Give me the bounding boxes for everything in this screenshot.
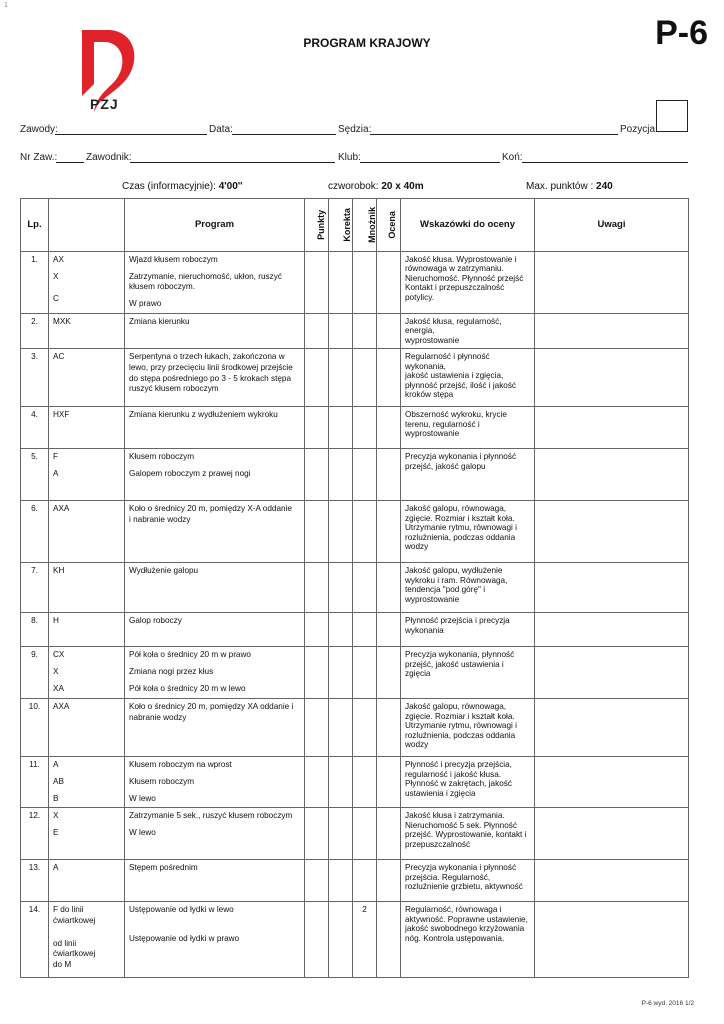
zawodnik-label: Zawodnik: [86, 152, 132, 163]
wskazowki-cell [401, 647, 535, 699]
cell-line: AB [53, 776, 64, 786]
cell-line: Pół koła o średnicy 20 m w prawo [129, 650, 251, 660]
movement-letters [49, 349, 125, 407]
punkty-cell[interactable] [305, 647, 329, 699]
wskazowki-cell [401, 699, 535, 757]
cell-line: Stępem pośrednim [129, 863, 198, 873]
korekta-cell[interactable] [329, 501, 353, 563]
table-row [21, 647, 689, 699]
program-description [125, 501, 305, 563]
cell-line: Ustępowanie od łydki w prawo [129, 933, 240, 943]
header-uwagi: Uwagi [535, 199, 689, 252]
program-description [125, 808, 305, 860]
kon-field[interactable] [522, 162, 688, 163]
cell-line: od linii ćwiartkowej [53, 938, 96, 959]
pozycja-label: Pozycja: [620, 124, 658, 135]
punkty-cell[interactable] [305, 757, 329, 808]
cell-line: Płynność i precyzja przejścia, [405, 760, 512, 770]
ocena-cell[interactable] [377, 314, 401, 349]
wskazowki-cell [401, 757, 535, 808]
program-description [125, 613, 305, 647]
header-wskazowki: Wskazówki do oceny [401, 199, 535, 252]
cell-line: Utrzymanie rytmu, równowagi i [405, 523, 517, 533]
mnoznik-cell [353, 349, 377, 407]
punkty-cell[interactable] [305, 808, 329, 860]
max-points-value: 240 [596, 181, 613, 192]
cell-line: X [53, 666, 59, 676]
cell-line: kłusem roboczym. [129, 282, 195, 292]
table-row [21, 563, 689, 613]
korekta-cell[interactable] [329, 860, 353, 902]
cell-line: rozluźnienie grzbietu, aktywność [405, 882, 523, 892]
cell-line: do stępa pośredniego po 3 - 5 krokach stępa [129, 373, 292, 383]
table-row [21, 860, 689, 902]
cell-line: Galop roboczy [129, 616, 182, 626]
uwagi-cell[interactable] [535, 647, 689, 699]
table-header-row [21, 199, 689, 252]
uwagi-cell[interactable] [535, 699, 689, 757]
cell-line: aktywność. Poprawne ustawienie, [405, 914, 528, 924]
korekta-cell[interactable] [329, 349, 353, 407]
cell-line: Regularność, równowaga i [405, 905, 502, 915]
movement-letters [49, 407, 125, 449]
movement-letters [49, 647, 125, 699]
korekta-cell[interactable] [329, 647, 353, 699]
punkty-cell[interactable] [305, 252, 329, 314]
cell-line: tendencja "pod górę" i [405, 585, 486, 595]
uwagi-cell[interactable] [535, 349, 689, 407]
cell-line: Jakość kłusa i zatrzymania. [405, 811, 505, 821]
program-description [125, 647, 305, 699]
wskazowki-cell [401, 860, 535, 902]
cell-line: Jakość galopu, równowaga, [405, 504, 507, 514]
cell-line: CX [53, 650, 65, 660]
row-number: 6. [21, 501, 49, 563]
cell-line: HXF [53, 410, 70, 420]
cell-line: Wydłużenie galopu [129, 566, 199, 576]
header-ocena: Ocena [377, 199, 401, 252]
cell-line: AX [53, 255, 64, 264]
wskazowki-cell [401, 613, 535, 647]
mnoznik-cell [353, 563, 377, 613]
korekta-cell[interactable] [329, 757, 353, 808]
cell-line: Zatrzymanie 5 sek., ruszyć kłusem roboczym [129, 811, 293, 821]
uwagi-cell[interactable] [535, 808, 689, 860]
korekta-cell[interactable] [329, 808, 353, 860]
cell-line: W lewo [129, 827, 156, 837]
ocena-cell[interactable] [377, 501, 401, 563]
wskazowki-cell [401, 349, 535, 407]
row-number: 1. [21, 252, 49, 314]
cell-line: Nieruchomość 5 sek. Płynność [405, 820, 517, 830]
mnoznik-cell [353, 501, 377, 563]
time-label: Czas (informacyjnie): [122, 181, 219, 192]
cell-line: Jakość galopu, równowaga, [405, 702, 507, 712]
cell-line: Nieruchomość. Płynność przejść [405, 273, 524, 283]
cell-line: A [53, 863, 59, 873]
data-field[interactable] [232, 134, 336, 135]
cell-line: wykroku i ram. Równowaga, [405, 575, 508, 585]
program-description [125, 757, 305, 808]
cell-line: C [53, 294, 59, 304]
position-box[interactable] [656, 100, 688, 132]
max-points-info [526, 181, 613, 192]
cell-line: F do linii [53, 905, 84, 915]
cell-line: AXA [53, 504, 70, 514]
mnoznik-cell [353, 647, 377, 699]
punkty-cell[interactable] [305, 613, 329, 647]
korekta-cell[interactable] [329, 563, 353, 613]
korekta-cell[interactable] [329, 407, 353, 449]
cell-line: ćwiartkowej [53, 915, 96, 925]
footer-edition: P-6 wyd. 2016 1/2 [641, 1000, 694, 1007]
uwagi-cell[interactable] [535, 252, 689, 314]
mnoznik-cell [353, 808, 377, 860]
row-number: 12. [21, 808, 49, 860]
cell-line: B [53, 793, 59, 803]
wskazowki-cell [401, 902, 535, 978]
kon-label: Koń: [502, 152, 523, 163]
cell-line: Płynność w zakrętach, jakość [405, 779, 512, 789]
arena-label: czworobok: [328, 181, 382, 192]
cell-line: ruszyć kłusem roboczym [129, 384, 219, 394]
ocena-cell[interactable] [377, 647, 401, 699]
cell-line: W lewo [129, 793, 156, 803]
cell-line: Koło o średnicy 20 m, pomiędzy X-A oddanie [129, 504, 292, 514]
cell-line: wodzy [405, 739, 429, 749]
uwagi-cell[interactable] [535, 613, 689, 647]
cell-line: Precyzja wykonania i płynność [405, 452, 517, 462]
uwagi-cell[interactable] [535, 902, 689, 978]
program-code: P-6 [655, 14, 708, 52]
ocena-cell[interactable] [377, 563, 401, 613]
cell-line: F [53, 452, 59, 462]
cell-line: Jakość kłusa, regularność, energia, [405, 317, 502, 336]
table-row [21, 808, 689, 860]
table-row [21, 501, 689, 563]
punkty-cell[interactable] [305, 860, 329, 902]
cell-line: X [53, 271, 59, 281]
movement-letters [49, 699, 125, 757]
punkty-cell[interactable] [305, 349, 329, 407]
table-row [21, 902, 689, 978]
cell-line: zgięcie. Rozmiar i kształt koła. [405, 711, 515, 721]
row-number: 9. [21, 647, 49, 699]
mnoznik-cell [353, 860, 377, 902]
mnoznik-cell: 2 [353, 902, 377, 978]
cell-line: Zmiana kierunku [129, 317, 190, 326]
movement-letters [49, 902, 125, 978]
program-description [125, 563, 305, 613]
cell-line: Kłusem roboczym [129, 776, 195, 786]
row-number: 11. [21, 757, 49, 808]
row-number: 14. [21, 902, 49, 978]
cell-line: Obszerność wykroku, krycie [405, 410, 507, 420]
movement-letters [49, 252, 125, 314]
program-description [125, 252, 305, 314]
cell-line: i nabranie wodzy [129, 514, 191, 524]
cell-line: terenu, regularność i [405, 419, 480, 429]
korekta-cell[interactable] [329, 902, 353, 978]
cell-line: Jakość kłusa. Wyprostowanie i [405, 255, 517, 264]
punkty-cell[interactable] [305, 314, 329, 349]
korekta-cell[interactable] [329, 252, 353, 314]
nr-zaw-label: Nr Zaw.: [20, 152, 58, 163]
cell-line: przejść. Wyprostowanie, kontakt i [405, 830, 527, 840]
cell-line: XA [53, 683, 64, 693]
cell-line: jakość ustawienia i zgięcia, [405, 371, 504, 381]
cell-line: Precyzja wykonania i płynność [405, 863, 517, 873]
cell-line: Koło o średnicy 20 m, pomiędzy XA oddanie i [129, 702, 294, 712]
movement-letters [49, 449, 125, 501]
cell-line: Zmiana nogi przez kłus [129, 666, 214, 676]
wskazowki-cell [401, 407, 535, 449]
table-row [21, 314, 689, 349]
max-points-label: Max. punktów : [526, 181, 597, 192]
cell-line: Precyzja wykonania, płynność [405, 650, 515, 660]
cell-line: W prawo [129, 298, 162, 308]
table-row [21, 252, 689, 314]
mnoznik-cell [353, 252, 377, 314]
cell-line: wykonania [405, 625, 444, 635]
ocena-cell[interactable] [377, 349, 401, 407]
cell-line: Zatrzymanie, nieruchomość, ukłon, ruszyć [129, 271, 282, 281]
korekta-cell[interactable] [329, 613, 353, 647]
cell-line: AXA [53, 702, 70, 712]
time-info [122, 181, 243, 192]
cell-line: przejść, jakość galopu [405, 461, 486, 471]
cell-line: E [53, 827, 59, 837]
header-program: Program [125, 199, 305, 252]
ocena-cell[interactable] [377, 860, 401, 902]
table-row [21, 349, 689, 407]
cell-line: Kłusem roboczym [129, 452, 195, 462]
cell-line: regularność i jakość kłusa. [405, 769, 502, 779]
table-row [21, 613, 689, 647]
mnoznik-cell [353, 757, 377, 808]
cell-line: wodzy [405, 541, 429, 551]
table-row [21, 449, 689, 501]
korekta-cell[interactable] [329, 314, 353, 349]
header-movement [49, 199, 125, 252]
movement-letters [49, 757, 125, 808]
program-description [125, 699, 305, 757]
zawodnik-field[interactable] [130, 162, 335, 163]
ocena-cell[interactable] [377, 407, 401, 449]
ocena-cell[interactable] [377, 613, 401, 647]
cell-line: Kłusem roboczym na wprost [129, 760, 232, 770]
cell-line: Wjazd kłusem roboczym [129, 255, 218, 264]
cell-line: Ustępowanie od łydki w lewo [129, 905, 234, 915]
program-description [125, 860, 305, 902]
row-number: 5. [21, 449, 49, 501]
wskazowki-cell [401, 252, 535, 314]
cell-line: wyprostowanie [405, 594, 460, 604]
uwagi-cell[interactable] [535, 563, 689, 613]
ocena-cell[interactable] [377, 699, 401, 757]
zawody-label: Zawody: [20, 124, 58, 135]
cell-line: wyprostowanie [405, 335, 460, 345]
punkty-cell[interactable] [305, 699, 329, 757]
mnoznik-cell [353, 449, 377, 501]
logo-text: PZJ [90, 96, 119, 112]
nr-zaw-field[interactable] [56, 162, 84, 163]
corner-mark: 1 [4, 2, 8, 9]
cell-line: kroków stępa [405, 389, 454, 399]
cell-line: zgięcie. Rozmiar i kształt koła. [405, 513, 515, 523]
row-number: 3. [21, 349, 49, 407]
program-description [125, 349, 305, 407]
program-description [125, 902, 305, 978]
movement-letters [49, 314, 125, 349]
wskazowki-cell [401, 808, 535, 860]
cell-line: Płynność przejścia i precyzja [405, 616, 510, 626]
uwagi-cell[interactable] [535, 407, 689, 449]
cell-line: MXK [53, 317, 71, 326]
table-row [21, 757, 689, 808]
mnoznik-cell [353, 407, 377, 449]
mnoznik-cell [353, 613, 377, 647]
cell-line: KH [53, 566, 65, 576]
cell-line: nóg. Kontrola ustępowania. [405, 933, 505, 943]
cell-line: AC [53, 352, 65, 362]
punkty-cell[interactable] [305, 449, 329, 501]
ocena-cell[interactable] [377, 808, 401, 860]
header-lp: Lp. [21, 199, 49, 252]
uwagi-cell[interactable] [535, 449, 689, 501]
mnoznik-cell [353, 699, 377, 757]
sedzia-field[interactable] [370, 134, 618, 135]
zawody-field[interactable] [55, 134, 207, 135]
table-row [21, 407, 689, 449]
cell-line: Galopem roboczym z prawej nogi [129, 468, 251, 478]
cell-line: nabranie wodzy [129, 712, 187, 722]
cell-line: wyprostowanie [405, 429, 460, 439]
cell-line: Serpentyna o trzech łukach, zakończona w [129, 352, 285, 362]
arena-value: 20 x 40m [381, 181, 424, 192]
cell-line: jakość swobodnego krzyżowania [405, 924, 525, 934]
row-number: 4. [21, 407, 49, 449]
wskazowki-cell [401, 501, 535, 563]
cell-line: lewo, przy przecięciu linii środkowej przejście [129, 362, 293, 372]
scoring-table [20, 198, 689, 978]
header-korekta: Korekta [329, 199, 353, 252]
punkty-cell[interactable] [305, 501, 329, 563]
cell-line: przejścia. Regularność, [405, 872, 491, 882]
korekta-cell[interactable] [329, 449, 353, 501]
cell-line: przejść, jakość ustawienia i zgięcia [405, 659, 504, 679]
movement-letters [49, 501, 125, 563]
cell-line: przepuszczalność [405, 839, 471, 849]
program-description [125, 314, 305, 349]
cell-line: Zmiana kierunku z wydłużeniem wykroku [129, 410, 278, 420]
time-value: 4'00'' [218, 181, 243, 192]
cell-line: A [53, 760, 59, 770]
cell-line: potylicy. [405, 292, 434, 302]
cell-line: do M [53, 959, 72, 969]
cell-line: Pół koła o średnicy 20 m w lewo [129, 683, 246, 693]
uwagi-cell[interactable] [535, 501, 689, 563]
cell-line: X [53, 811, 59, 821]
data-label: Data: [209, 124, 233, 135]
sedzia-label: Sędzia: [338, 124, 372, 135]
wskazowki-cell [401, 449, 535, 501]
cell-line: ustawienia i zgięcia [405, 788, 476, 798]
arena-info [328, 181, 424, 192]
row-number: 13. [21, 860, 49, 902]
program-description [125, 407, 305, 449]
cell-line: Jakość galopu, wydłużenie [405, 566, 503, 576]
mnoznik-cell [353, 314, 377, 349]
uwagi-cell[interactable] [535, 757, 689, 808]
ocena-cell[interactable] [377, 252, 401, 314]
document-title: PROGRAM KRAJOWY [303, 36, 431, 50]
cell-line: rozluźnienia, podczas oddania [405, 730, 516, 740]
row-number: 8. [21, 613, 49, 647]
table-row [21, 699, 689, 757]
cell-line: płynność przejść, ilość i jakość [405, 380, 517, 390]
cell-line: równowaga w zatrzymaniu. [405, 264, 504, 274]
ocena-cell[interactable] [377, 757, 401, 808]
program-description [125, 449, 305, 501]
movement-letters [49, 613, 125, 647]
row-number: 7. [21, 563, 49, 613]
punkty-cell[interactable] [305, 407, 329, 449]
cell-line: A [53, 468, 59, 478]
punkty-cell[interactable] [305, 902, 329, 978]
ocena-cell[interactable] [377, 902, 401, 978]
uwagi-cell[interactable] [535, 314, 689, 349]
header-punkty: Punkty [305, 199, 329, 252]
wskazowki-cell [401, 314, 535, 349]
cell-line: rozluźnienia, podczas oddania [405, 532, 516, 542]
cell-line: H [53, 616, 59, 626]
movement-letters [49, 808, 125, 860]
row-number: 2. [21, 314, 49, 349]
punkty-cell[interactable] [305, 563, 329, 613]
uwagi-cell[interactable] [535, 860, 689, 902]
header-mnoznik: Mnożnik [353, 199, 377, 252]
movement-letters [49, 860, 125, 902]
korekta-cell[interactable] [329, 699, 353, 757]
movement-letters [49, 563, 125, 613]
cell-line: Regularność i płynność wykonania, [405, 352, 490, 371]
wskazowki-cell [401, 563, 535, 613]
cell-line: Kontakt i przepuszczalność [405, 283, 505, 293]
row-number: 10. [21, 699, 49, 757]
klub-field[interactable] [360, 162, 500, 163]
klub-label: Klub: [338, 152, 361, 163]
cell-line: Utrzymanie rytmu, równowagi i [405, 721, 517, 731]
ocena-cell[interactable] [377, 449, 401, 501]
